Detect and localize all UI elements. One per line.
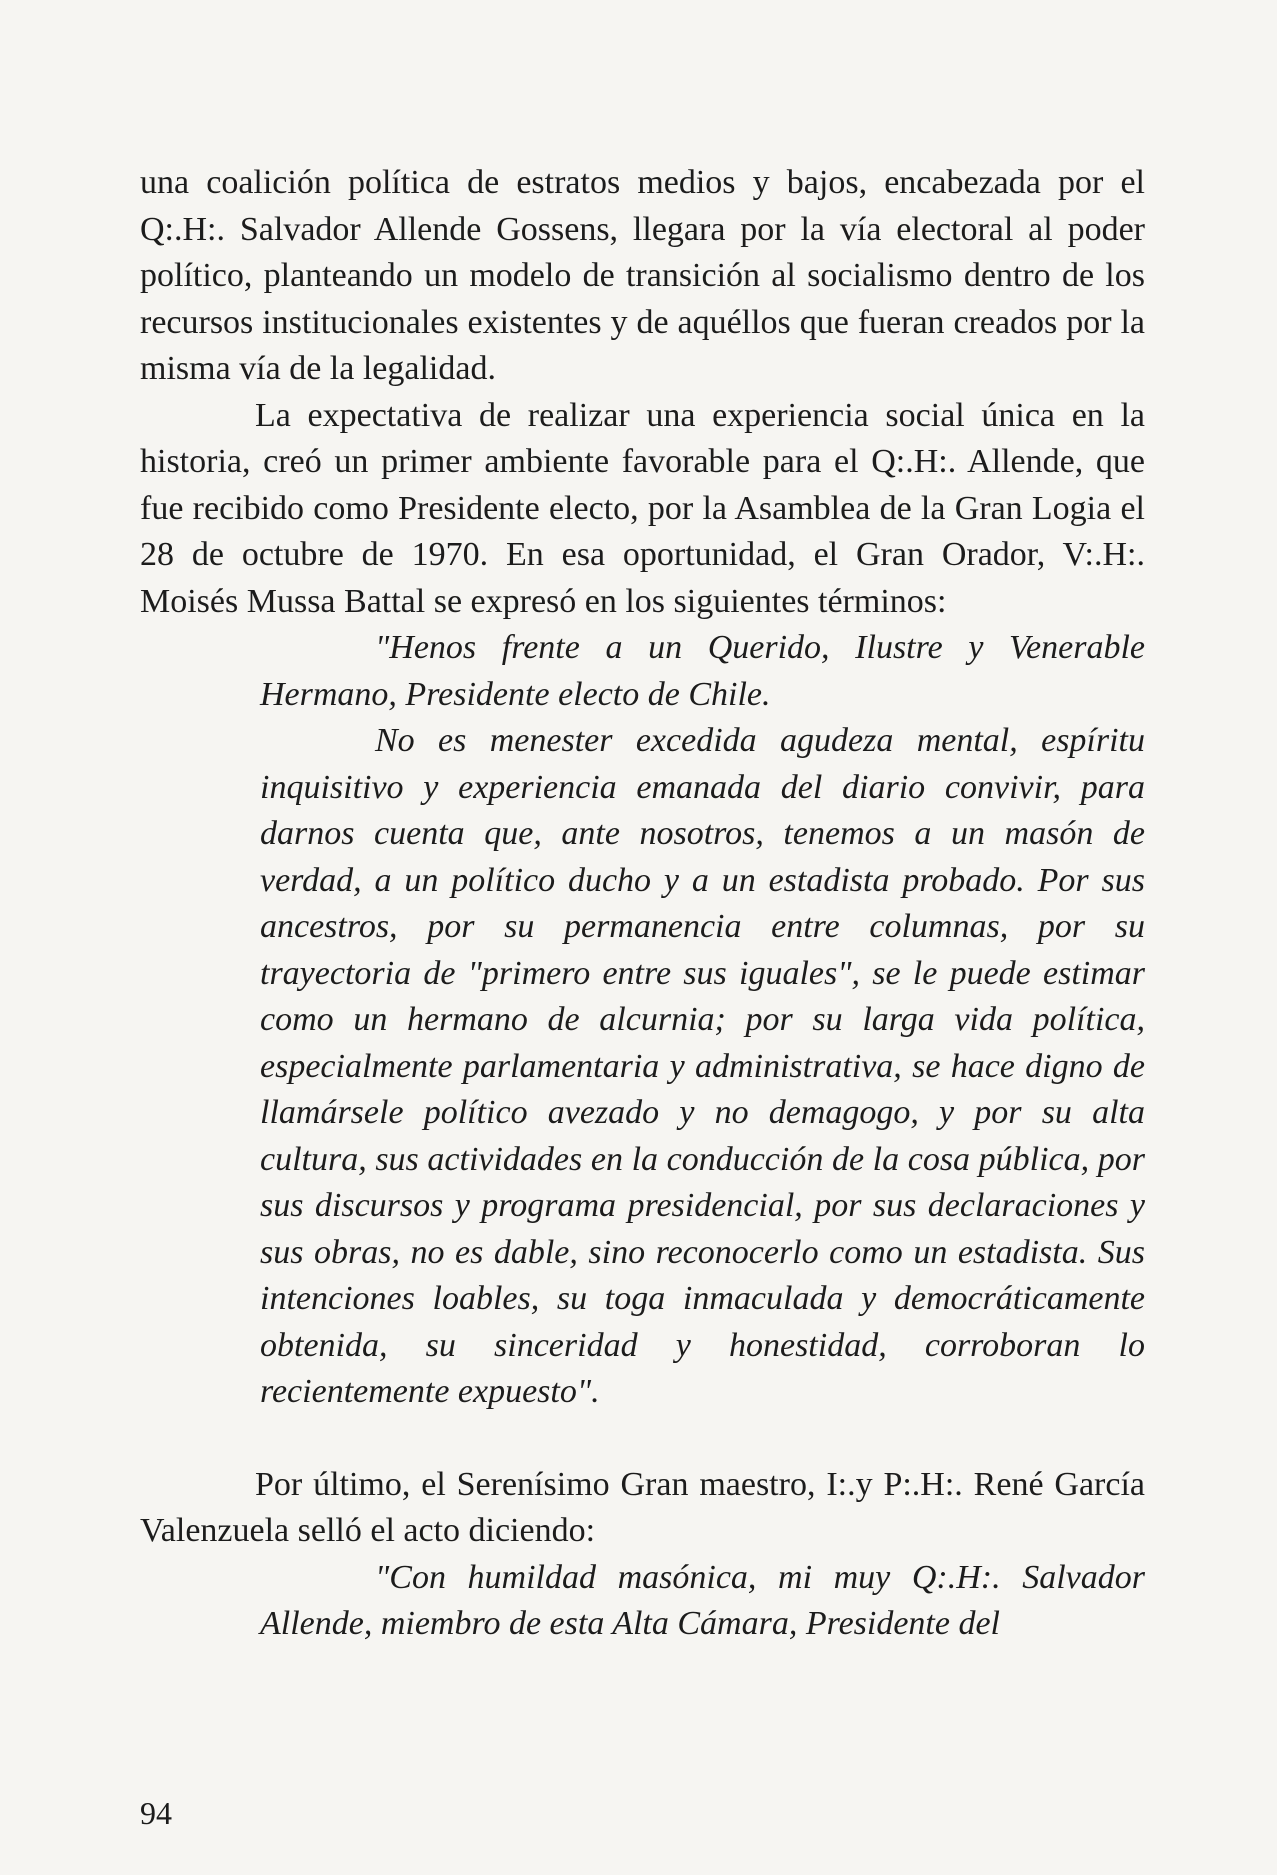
- quote-1-line-1: "Henos frente a un Querido, Ilustre y Venerable Hermano, Presidente electo de Chile.: [260, 629, 1145, 713]
- paragraph-1: una coalición política de estratos medios y bajos, encabezada por el Q:.H:. Salvador Allende Gossens, llegara por la vía electoral al poder político, planteando un modelo de transición al socialismo dentro de los recursos institucionales existentes y de aquéllos que fueran creados por la misma vía de la legalidad.: [140, 164, 1145, 387]
- page-number: 94: [140, 1795, 172, 1831]
- quote-block-1: [140, 625, 1145, 1416]
- quote-2-text: "Con humildad masónica, mi muy Q:.H:. Salvador Allende, miembro de esta Alta Cámara, Presidente del: [260, 1558, 1145, 1642]
- closing-paragraph: Por último, el Serenísimo Gran maestro, I:.y P:.H:. René García Valenzuela selló el acto diciendo:: [140, 1465, 1145, 1549]
- paragraph-2: La expectativa de realizar una experiencia social única en la historia, creó un primer ambiente favorable para el Q:.H:. Allende, que fue recibido como Presidente electo, por la Asamblea de la Gran Logia el 28 de octubre de 1970. En esa oportunidad, el Gran Orador, V:.H:. Moisés Mussa Battal se expresó en los siguientes términos:: [140, 396, 1145, 620]
- quote-1-paragraph-2: No es menester excedida agudeza mental, espíritu inquisitivo y experiencia emanada del diario convivir, para darnos cuenta que, ante nosotros, tenemos a un masón de verdad, a un político ducho y a un estadista probado. Por sus ancestros, por su permanencia entre columnas, por su trayectoria de "primero entre sus iguales", se le puede estimar como un hermano de alcurnia; por su larga vida política, especialmente parlamentaria y administrativa, se hace digno de llamársele político avezado y no demagogo, y por su alta cultura, sus actividades en la conducción de la cosa pública, por sus discursos y programa presidencial, por sus declaraciones y sus obras, no es dable, sino reconocerlo como un estadista. Sus intenciones loables, su toga inmaculada y democráticamente obtenida, su sinceridad y honestidad, corroboran lo recientemente expuesto".: [260, 722, 1145, 1410]
- quote-block-2: [140, 1555, 1145, 1648]
- spacer: [140, 1416, 1145, 1462]
- body-text: [140, 160, 1145, 1648]
